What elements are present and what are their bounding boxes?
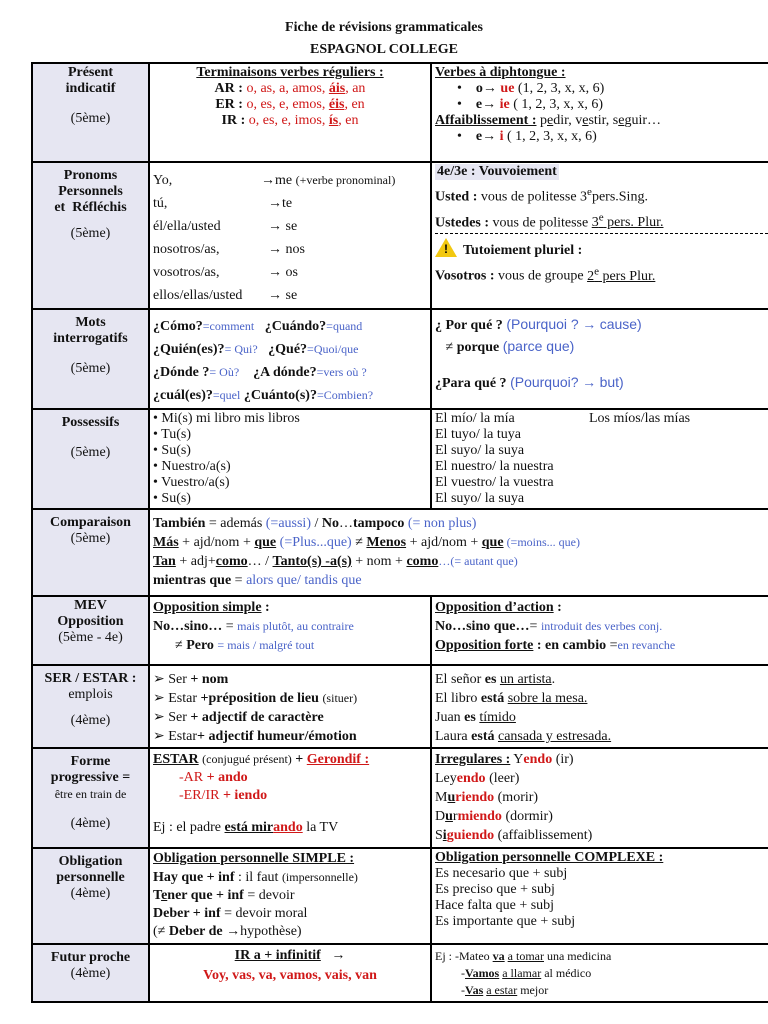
irregular-item: Durmiendo (dormir) — [435, 809, 553, 824]
section-subtitle: emplois — [68, 687, 113, 702]
possessive-item: El vuestro/ la vuestra — [435, 475, 554, 490]
ir-endings: IR : o, es, e, imos, ís, en — [221, 113, 359, 128]
section-label — [32, 748, 149, 848]
para-que-line: ¿Para qué ? (Pourquoi? → but) — [435, 374, 624, 391]
pronoun-row: tú, →te — [153, 196, 293, 211]
regular-endings-title: Terminaisons verbes réguliers : — [196, 65, 384, 80]
use-item: ➢ Estar +préposition de lieu (situer) — [153, 691, 358, 706]
row-opposition — [32, 596, 768, 665]
section-title-2: Opposition — [57, 614, 124, 629]
section-label — [32, 162, 149, 309]
complex-obligation-title: Obligation personnelle COMPLEXE : — [435, 850, 664, 865]
ser-estar-uses — [149, 665, 431, 748]
pronoun-row: ellos/ellas/usted → se — [153, 288, 298, 303]
section-title-2: Personnels — [58, 184, 123, 199]
no-sino-que-line: No…sino que…= introduit des verbes conj. — [435, 619, 663, 634]
section-level: (5ème) — [70, 445, 111, 460]
section-level: (4ème) — [70, 816, 111, 831]
pronoun-row: vosotros/as, → os — [153, 265, 298, 280]
simple-obligation — [149, 848, 431, 944]
near-future-forms: Voy, vas, va, vamos, vais, van — [203, 968, 377, 983]
obligation-item: Es preciso que + subj — [435, 882, 555, 897]
why-words — [431, 309, 768, 409]
plural-title: ! Tutoiement pluriel : — [435, 238, 768, 259]
row-near-future — [32, 944, 768, 1002]
question-row: ¿Cómo?=comment ¿Cuándo?=quand — [153, 319, 363, 334]
near-future-formula: IR a + infinitif → — [234, 948, 346, 963]
gerund-example: Ej : el padre está mirando la TV — [153, 820, 339, 835]
bullet-arrow-icon: ➢ — [153, 729, 165, 744]
section-subtitle: être en train de — [54, 787, 127, 801]
warning-icon: ! — [435, 238, 457, 257]
section-level: (5ème) — [70, 111, 111, 126]
section-level: (4ème) — [70, 713, 111, 728]
row-pronouns — [32, 162, 768, 309]
arrow-right-icon: → — [482, 129, 497, 144]
possessive-item: • Tu(s) — [153, 427, 191, 442]
complex-obligation — [431, 848, 768, 944]
example-line: El señor es un artista. — [435, 672, 556, 687]
en-cambio-line: Opposition forte : en cambio =en revanche — [435, 638, 676, 653]
section-title-2: progressive = — [50, 770, 131, 785]
arrow-right-icon: → — [582, 376, 597, 391]
short-possessives — [149, 409, 431, 509]
page-title: Fiche de révisions grammaticales — [285, 20, 483, 35]
action-opposition — [431, 596, 768, 665]
comparison-line: Más + ajd/nom + que (=Plus...que) ≠ Menos + ajd/nom + que (=moins... que) — [153, 535, 580, 550]
section-title-2: personnelle — [56, 870, 125, 885]
arrow-right-icon: → — [268, 265, 282, 280]
diphthong-title: Verbes à diphtongue : — [435, 65, 566, 80]
section-level: (5ème) — [70, 361, 111, 376]
dashed-divider — [435, 233, 768, 234]
ustedes-line: Ustedes : vous de politesse 3e pers. Plur. — [435, 211, 664, 231]
section-label — [32, 509, 149, 596]
ser-estar-examples — [431, 665, 768, 748]
no-sino-line: No…sino… = mais plutôt, au contraire — [153, 619, 354, 634]
pero-line: ≠ Pero = mais / malgré tout — [175, 638, 315, 653]
section-title: Comparaison — [50, 515, 131, 530]
section-label — [32, 665, 149, 748]
er-endings: ER : o, es, e, emos, éis, en — [215, 97, 365, 112]
simple-obligation-title: Obligation personnelle SIMPLE : — [153, 851, 355, 866]
section-title: SER / ESTAR : — [44, 671, 137, 686]
obligation-item: Hay que + inf : il faut (impersonnelle) — [153, 870, 358, 885]
possessive-item: El mío/ la mía Los míos/las mías — [435, 411, 691, 426]
possessive-item: • Mi(s) mi libro mis libros — [153, 411, 300, 426]
obligation-item: Es necesario que + subj — [435, 866, 568, 881]
long-possessives — [431, 409, 768, 509]
example-line: -Vamos a llamar al médico — [461, 966, 592, 980]
question-words — [149, 309, 431, 409]
arrow-right-icon: → — [261, 173, 275, 188]
possessive-item: • Vuestro/a(s) — [153, 475, 230, 490]
section-label — [32, 309, 149, 409]
row-ser-estar — [32, 665, 768, 748]
arrow-right-icon: → — [331, 948, 346, 963]
arrow-right-icon: → — [268, 288, 282, 303]
possessive-item: El tuyo/ la tuya — [435, 427, 521, 442]
ar-endings: AR : o, as, a, amos, áis, an — [214, 81, 366, 96]
possessive-item: El nuestro/ la nuestra — [435, 459, 554, 474]
obligation-item: Hace falta que + subj — [435, 898, 555, 913]
possessive-item: • Nuestro/a(s) — [153, 459, 231, 474]
simple-opposition — [149, 596, 431, 665]
regular-endings — [149, 63, 431, 162]
section-level: (5ème - 4e) — [58, 630, 123, 645]
comparison-line: También = además (=aussi) / No…tampoco (= non plus) — [153, 516, 477, 531]
bullet-arrow-icon: ➢ — [153, 691, 165, 706]
pronoun-list — [149, 162, 431, 309]
possessive-item: El suyo/ la suya — [435, 491, 525, 506]
comparison-line: Tan + adj+como… / Tanto(s) -a(s) + nom + como…(= autant que) — [153, 554, 518, 569]
obligation-item: Es importante que + subj — [435, 914, 576, 929]
gerund-er-ir: -ER/IR + iendo — [179, 788, 268, 803]
near-future-examples — [431, 944, 768, 1002]
gerund-formula: ESTAR (conjugué présent) + Gerondif : — [153, 752, 370, 767]
possessive-item: El suyo/ la suya — [435, 443, 525, 458]
example-line: Laura está cansada y estresada. — [435, 729, 612, 744]
possessive-item: • Su(s) — [153, 491, 191, 506]
irregular-item: Muriendo (morir) — [435, 790, 539, 805]
use-item: ➢ Ser + nom — [153, 672, 229, 687]
porque-line: ≠ porque (parce que) — [445, 338, 575, 355]
section-level: (4ème) — [70, 966, 111, 981]
simple-opposition-title: Opposition simple : — [153, 600, 270, 615]
irregular-item: Leyendo (leer) — [435, 771, 520, 786]
example-line: Ej : -Mateo va a tomar una medicina — [435, 949, 612, 963]
comparison-line: mientras que = alors que/ tandis que — [153, 573, 362, 588]
arrow-right-icon: → — [268, 196, 282, 211]
arrow-right-icon: → — [268, 219, 282, 234]
irregular-title: Irregulares : Yendo (ir) — [435, 752, 574, 767]
section-label — [32, 848, 149, 944]
arrow-right-icon: → — [482, 97, 497, 112]
section-title: Obligation — [58, 854, 123, 869]
question-row: ¿Quién(es)?= Qui? ¿Qué?=Quoi/que — [153, 342, 359, 357]
bullet-arrow-icon: ➢ — [153, 710, 165, 725]
question-row: ¿Dónde ?= Où? ¿A dónde?=vers où ? — [153, 365, 367, 380]
pronoun-row: nosotros/as, → nos — [153, 242, 305, 257]
formal-you — [431, 162, 768, 309]
diphthong-o-ue: • o→ ue (1, 2, 3, x, x, 6) — [457, 81, 605, 96]
question-row: ¿cuál(es)?=quel ¿Cuánto(s)?=Combien? — [153, 388, 374, 403]
weakening-e-i: • e→ i ( 1, 2, 3, x, x, 6) — [457, 129, 597, 144]
section-title: Futur proche — [50, 950, 131, 965]
section-label — [32, 944, 149, 1002]
example-line: -Vas a estar mejor — [461, 983, 549, 997]
bullet-arrow-icon: ➢ — [153, 672, 165, 687]
obligation-item: Deber + inf = devoir moral — [153, 906, 308, 921]
row-questions — [32, 309, 768, 409]
section-title: Possessifs — [61, 415, 120, 430]
weakening: Affaiblissement : pedir, vestir, seguir… — [435, 113, 662, 128]
row-progressive — [32, 748, 768, 848]
section-label — [32, 409, 149, 509]
section-title-2: interrogatifs — [53, 331, 128, 346]
obligation-item: Tener que + inf = devoir — [153, 888, 295, 903]
section-level: (4ème) — [70, 886, 111, 901]
use-item: ➢ Ser + adjectif de caractère — [153, 710, 324, 725]
arrow-right-icon: → — [482, 81, 497, 96]
comparison-rules — [149, 509, 768, 596]
usted-line: Usted : vous de politesse 3epers.Sing. — [435, 186, 648, 205]
row-possessives — [32, 409, 768, 509]
irregular-item: Siguiendo (affaiblissement) — [435, 828, 593, 843]
page-subtitle: ESPAGNOL COLLEGE — [310, 42, 458, 57]
obligation-item: (≠ Deber de →hypothèse) — [153, 924, 302, 939]
arrow-right-icon: → — [226, 924, 241, 939]
possessive-item: • Su(s) — [153, 443, 191, 458]
section-label — [32, 596, 149, 665]
arrow-right-icon: → — [582, 318, 597, 333]
gerund-ar: -AR + ando — [179, 770, 248, 785]
example-line: Juan es tímido — [435, 710, 516, 725]
pronoun-row: él/ella/usted → se — [153, 219, 298, 234]
section-title: MEV — [74, 598, 107, 613]
section-title-2: indicatif — [65, 81, 116, 96]
diphthong-verbs — [431, 63, 768, 162]
action-opposition-title: Opposition d’action : — [435, 600, 562, 615]
section-level: (5ème) — [70, 531, 111, 546]
formal-title: 4e/3e : Vouvoiement — [437, 164, 557, 179]
section-title: Présent — [67, 65, 114, 80]
section-title: Mots — [75, 315, 106, 330]
diphthong-e-ie: • e→ ie ( 1, 2, 3, x, x, 6) — [457, 97, 604, 112]
near-future-rule — [149, 944, 431, 1002]
por-que-line: ¿ Por qué ? (Pourquoi ? → cause) — [435, 316, 642, 333]
section-label — [32, 63, 149, 162]
vosotros-line: Vosotros : vous de groupe 2e pers Plur. — [435, 265, 656, 284]
section-title: Forme — [70, 754, 111, 769]
section-title: Pronoms — [63, 168, 118, 183]
row-comparison — [32, 509, 768, 596]
arrow-right-icon: → — [268, 242, 282, 257]
row-obligation — [32, 848, 768, 944]
row-present — [32, 63, 768, 162]
section-title-3: et Réfléchis — [54, 200, 127, 215]
pronoun-row: Yo, →me (+verbe pronominal) — [153, 173, 396, 188]
irregular-gerunds — [431, 748, 768, 848]
example-line: El libro está sobre la mesa. — [435, 691, 588, 706]
grammar-table — [31, 62, 768, 1003]
use-item: ➢ Estar+ adjectif humeur/émotion — [153, 729, 357, 744]
section-level: (5ème) — [70, 226, 111, 241]
gerund-rules — [149, 748, 431, 848]
